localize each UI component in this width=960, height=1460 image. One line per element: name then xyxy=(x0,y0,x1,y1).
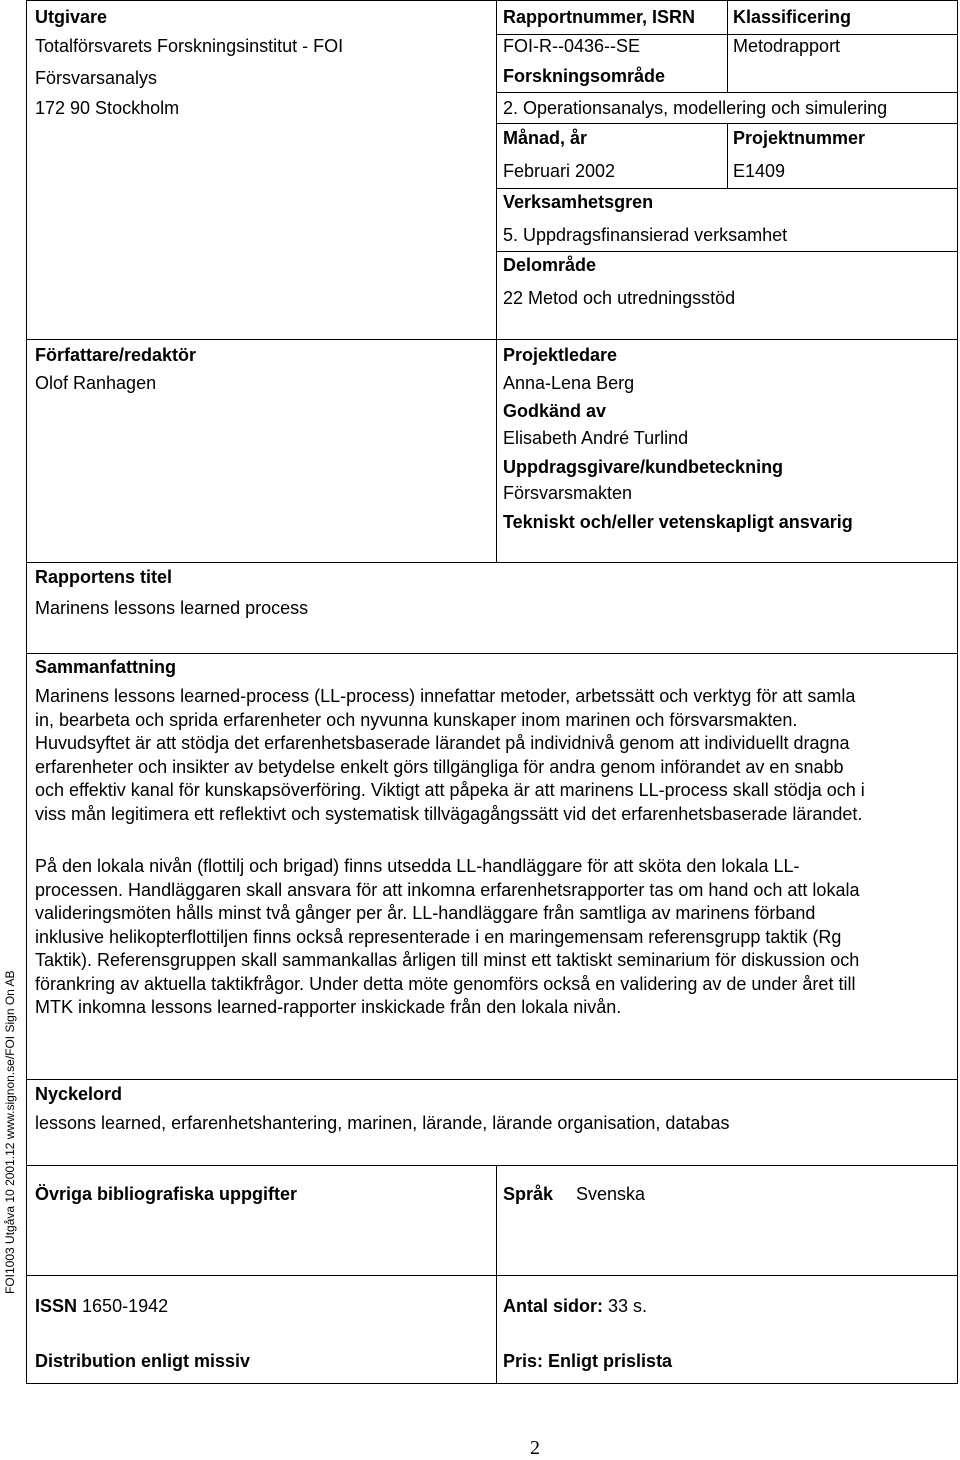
summary-label: Sammanfattning xyxy=(35,657,177,677)
project-number-label: Projektnummer xyxy=(733,128,866,148)
technical-responsible-label: Tekniskt och/eller vetenskapligt ansvarig xyxy=(503,512,853,532)
client-value: Försvarsmakten xyxy=(503,483,633,503)
subarea-label: Delområde xyxy=(503,255,597,275)
client-label: Uppdragsgivare/kundbeteckning xyxy=(503,457,784,477)
author-label: Författare/redaktör xyxy=(35,345,197,365)
publisher-label: Utgivare xyxy=(35,7,108,27)
keywords-value: lessons learned, erfarenhetshantering, marinen, lärande, lärande organisation, databas xyxy=(35,1113,730,1133)
publisher-address: 172 90 Stockholm xyxy=(35,98,180,118)
project-leader-value: Anna-Lena Berg xyxy=(503,373,635,393)
issn-value: 1650-1942 xyxy=(82,1296,169,1316)
author-value: Olof Ranhagen xyxy=(35,373,157,393)
report-title-label: Rapportens titel xyxy=(35,567,173,587)
approved-by-label: Godkänd av xyxy=(503,401,607,421)
page-count-row xyxy=(503,1295,647,1317)
approved-by-value: Elisabeth André Turlind xyxy=(503,428,689,448)
summary-line: viss mån legitimera ett reflektivt och systematisk tillvägagångssätt vid det erfarenhetsbaserade lärandet. xyxy=(35,803,863,824)
publisher-department: Försvarsanalys xyxy=(35,68,158,88)
summary-line: valideringsmöten hålls minst två gånger per år. LL-handläggare från samtliga av marinens förband xyxy=(35,903,816,923)
summary-line: Huvudsyftet är att stödja det erfarenhetsbaserade lärandet på individnivå genom att individuellt dragna xyxy=(35,733,850,753)
classification-value: Metodrapport xyxy=(733,36,841,56)
issn-row xyxy=(35,1295,168,1317)
language-value: Svenska xyxy=(576,1184,646,1204)
language-label: Språk xyxy=(503,1184,554,1204)
other-bibliographic-label: Övriga bibliografiska uppgifter xyxy=(35,1184,298,1204)
summary-paragraph-2 xyxy=(35,855,859,1020)
research-area-label: Forskningsområde xyxy=(503,66,666,86)
classification-label: Klassificering xyxy=(733,7,852,27)
page-count-label: Antal sidor: xyxy=(503,1296,604,1316)
issn-label: ISSN xyxy=(35,1296,78,1316)
summary-line: inklusive helikopterflottiljen finns också representerade i en maringemensam referensgrupp taktik (Rg xyxy=(35,926,842,947)
summary-line: MTK inkomna lessons learned-rapporter inskickade från den lokala nivån. xyxy=(35,997,622,1017)
summary-line: Marinens lessons learned-process (LL-process) innefattar metoder, arbetssätt och verktyg för att samla xyxy=(35,686,856,706)
side-note: FOI1003 Utgåva 10 2001.12 www.signon.se/FOI Sign On AB xyxy=(3,970,17,1294)
summary-line: På den lokala nivån (flottilj och brigad) finns utsedda LL-handläggare för att sköta den lokala LL- xyxy=(35,856,800,876)
project-leader-label: Projektledare xyxy=(503,345,618,365)
summary-line: förankring av aktuella taktikfrågor. Under detta möte genomförs också en validering av de under året till xyxy=(35,973,856,994)
business-branch-value: 5. Uppdragsfinansierad verksamhet xyxy=(503,225,788,245)
distribution-label: Distribution enligt missiv xyxy=(35,1351,251,1371)
publisher-name: Totalförsvarets Forskningsinstitut - FOI xyxy=(35,36,344,56)
summary-paragraph-1 xyxy=(35,685,865,826)
month-year-value: Februari 2002 xyxy=(503,161,616,181)
keywords-label: Nyckelord xyxy=(35,1084,123,1104)
price-value: Enligt prislista xyxy=(548,1351,673,1371)
summary-line: och effektiv kanal för kunskapsöverföring. Viktigt att påpeka är att marinens LL-process skall stödja och i xyxy=(35,780,865,800)
page-count-value: 33 s. xyxy=(608,1296,648,1316)
report-title-value: Marinens lessons learned process xyxy=(35,598,309,618)
summary-line: erfarenheter och insikter av betydelse enkelt görs tillgängliga för andra genom införandet av en snabb xyxy=(35,756,844,777)
summary-line: processen. Handläggaren skall ansvara för att inkomna erfarenhetsrapporter tas om hand och att lokala xyxy=(35,879,860,900)
month-year-label: Månad, år xyxy=(503,128,588,148)
summary-line: in, bearbeta och sprida erfarenheter och nyvunna kunskaper inom marinen och försvarsmakten. xyxy=(35,709,798,730)
project-number-value: E1409 xyxy=(733,161,786,181)
price-label: Pris: xyxy=(503,1351,544,1371)
report-number-label: Rapportnummer, ISRN xyxy=(503,7,696,27)
business-branch-label: Verksamhetsgren xyxy=(503,192,654,212)
price-row xyxy=(503,1350,672,1372)
report-number-value: FOI-R--0436--SE xyxy=(503,36,641,56)
subarea-value: 22 Metod och utredningsstöd xyxy=(503,288,736,308)
page-number: 2 xyxy=(530,1437,540,1459)
research-area-value: 2. Operationsanalys, modellering och simulering xyxy=(503,98,888,118)
summary-line: Taktik). Referensgruppen skall sammankallas årligen till minst ett taktiskt seminarium för diskussion och xyxy=(35,950,860,970)
